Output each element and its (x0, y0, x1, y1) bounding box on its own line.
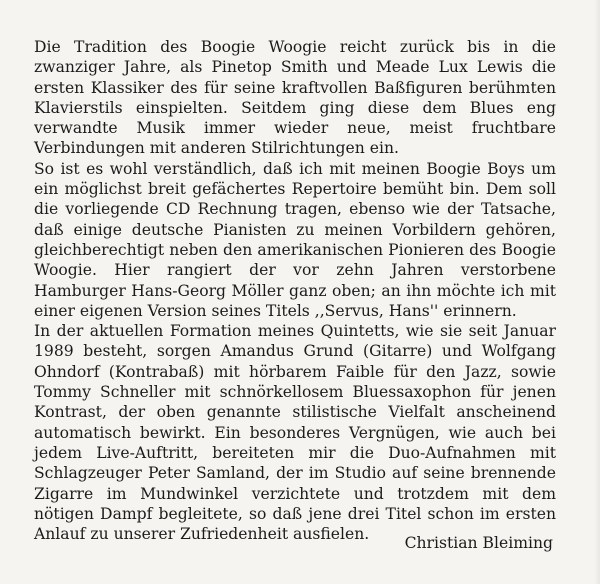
scan-edge-shadow (594, 0, 600, 584)
author-signature: Christian Bleiming (404, 534, 553, 552)
paragraph-repertoire: So ist es wohl verständlich, daß ich mit meinen Boogie Boys um ein möglichst breit gefächertes Repertoire bemüht bin. Dem soll die vorliegende CD Rechnung tragen, ebenso wie der Tatsache, daß einige deutsche Pianisten zu meinen Vorbildern gehören, gleichberechtigt neben den amerikanischen Pionieren des Boogie Woogie. Hier rangiert der vor zehn Jahren verstorbene Hamburger Hans-Georg Möller ganz oben; an ihn möchte ich mit einer eigenen Version seines Titels ,,Servus, Hans'' erinnern. (34, 159, 556, 320)
paragraph-formation: In der aktuellen Formation meines Quintetts, wie sie seit Januar 1989 besteht, sorgen Amandus Grund (Gitarre) und Wolfgang Ohndorf (Kontrabaß) mit hörbarem Faible für den Jazz, sowie Tommy Schneller mit schnörkellosem Bluessaxophon für jenen Kontrast, der oben genannte stilistische Vielfalt anscheinend automatisch bewirkt. Ein besonderes Vergnügen, wie auch bei jedem Live-Auftritt, bereiteten mir die Duo-Aufnahmen mit Schlagzeuger Peter Samland, der im Studio auf seine brennende Zigarre im Mundwinkel verzichtete und trotzdem mit dem nötigen Dampf begleitete, so daß jene drei Titel schon im ersten Anlauf zu unserer Zufriedenheit ausfielen. (34, 322, 556, 544)
paragraph-tradition: Die Tradition des Boogie Woogie reicht zurück bis in die zwanziger Jahre, als Pinetop Smith und Meade Lux Lewis die ersten Klassiker des für seine kraftvollen Baßfiguren berühmten Klavierstils einspielten. Seitdem ging diese dem Blues eng verwandte Musik immer wieder neue, meist fruchtbare Verbindungen mit anderen Stilrichtungen ein. (34, 38, 556, 158)
liner-notes-text (34, 37, 556, 544)
